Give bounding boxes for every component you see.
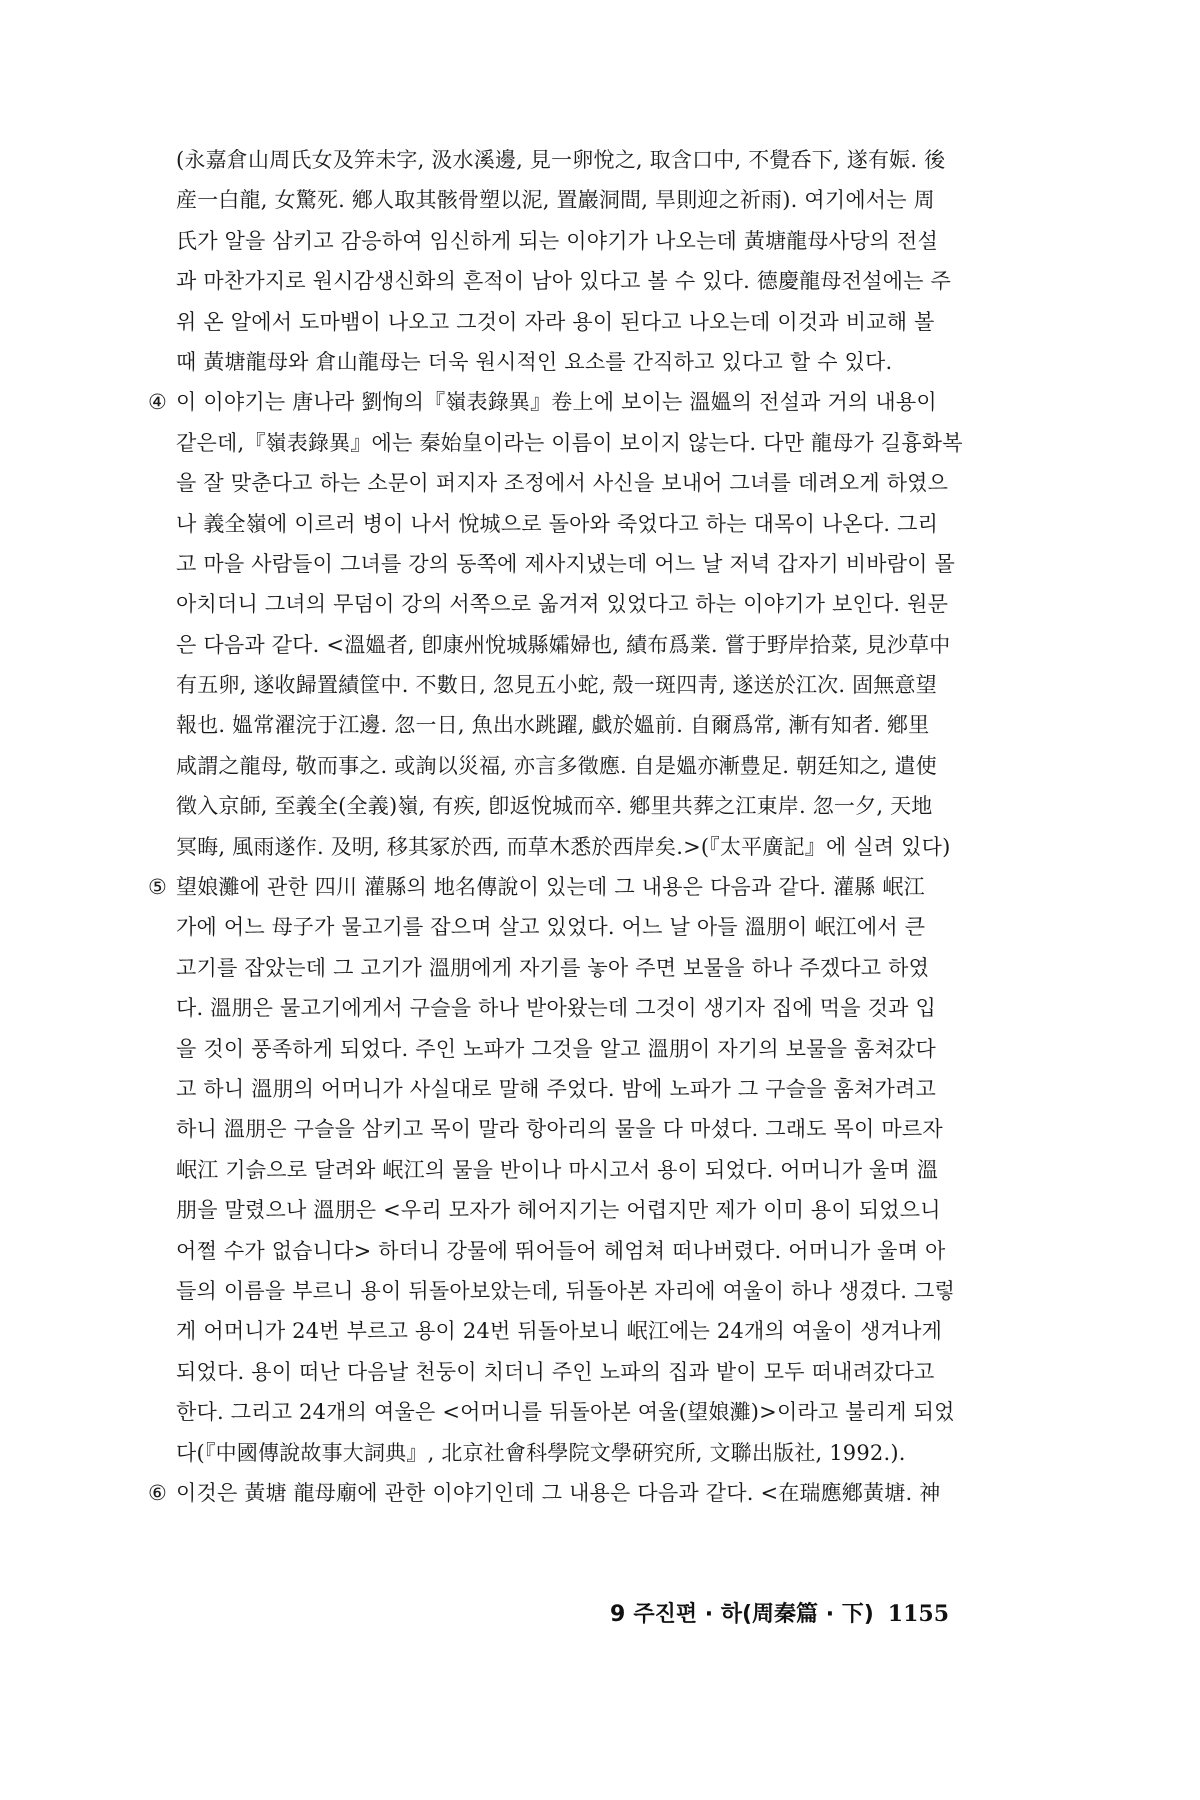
note-6 bbox=[148, 1473, 1048, 1513]
text-line: 다. 溫朋은 물고기에게서 구슬을 하나 받아왔는데 그것이 생기자 집에 먹을 것과 입 bbox=[176, 996, 936, 1021]
text-line: 有五卵, 遂收歸置績筐中. 不數日, 忽見五小蛇, 殼一斑四靑, 遂送於江次. 固無意望 bbox=[176, 673, 937, 698]
page-number: 1155 bbox=[887, 1601, 950, 1627]
note-paragraph-continued bbox=[148, 140, 1048, 382]
text-line: 岷江 기슭으로 달려와 岷江의 물을 반이나 마시고서 용이 되었다. 어머니가 울며 溫 bbox=[176, 1157, 939, 1182]
note-marker: ④ bbox=[148, 390, 168, 415]
text-line: (永嘉倉山周氏女及笄未字, 汲水溪邊, 見一卵悅之, 取含口中, 不覺呑下, 遂有娠. 後 bbox=[176, 148, 946, 172]
text-line: 가에 어느 母子가 물고기를 잡으며 살고 있었다. 어느 날 아들 溫朋이 岷江에서 큰 bbox=[176, 915, 926, 940]
text-line: 徵入京師, 至義全(全義)嶺, 有疾, 卽返悅城而卒. 鄕里共葬之江東岸. 忽一夕, 天地 bbox=[176, 794, 933, 819]
text-line: 고기를 잡았는데 그 고기가 溫朋에게 자기를 놓아 주면 보물을 하나 주겠다고 하였 bbox=[176, 955, 930, 980]
text-line: 朋을 말렸으나 溫朋은 <우리 모자가 헤어지기는 어렵지만 제가 이미 용이 되었으니 bbox=[176, 1198, 941, 1223]
text-line: 나 義全嶺에 이르러 병이 나서 悅城으로 돌아와 죽었다고 하는 대목이 나온다. 그리 bbox=[176, 511, 939, 536]
text-line-content: 이것은 黃塘 龍母廟에 관한 이야기인데 그 내용은 다음과 같다. <在瑞應鄕黃塘. 神 bbox=[176, 1480, 941, 1505]
text-line: 産一白龍, 女驚死. 鄕人取其骸骨塑以泥, 置巖洞間, 旱則迎之祈雨). 여기에서는 周 bbox=[176, 188, 935, 213]
text-line: 고 마을 사람들이 그녀를 강의 동쪽에 제사지냈는데 어느 날 저녁 갑자기 비바람이 몰 bbox=[176, 551, 956, 576]
body-text bbox=[148, 140, 1048, 1513]
text-line: 을 잘 맞춘다고 하는 소문이 퍼지자 조정에서 사신을 보내어 그녀를 데려오게 하였으 bbox=[176, 471, 949, 496]
text-line: 하니 溫朋은 구슬을 삼키고 목이 말라 항아리의 물을 다 마셨다. 그래도 목이 마르자 bbox=[176, 1117, 943, 1142]
text-line: 氏가 알을 삼키고 감응하여 임신하게 되는 이야기가 나오는데 黃塘龍母사당의 전설 bbox=[176, 228, 938, 253]
text-line: 과 마찬가지로 원시감생신화의 흔적이 남아 있다고 볼 수 있다. 德慶龍母전설에는 주 bbox=[176, 269, 952, 294]
text-line: 아치더니 그녀의 무덤이 강의 서쪽으로 옮겨져 있었다고 하는 이야기가 보인다. 원문 bbox=[176, 592, 949, 617]
text-line: 을 것이 풍족하게 되었다. 주인 노파가 그것을 알고 溫朋이 자기의 보물을 훔쳐갔다 bbox=[176, 1036, 936, 1061]
text-line: 들의 이름을 부르니 용이 뒤돌아보았는데, 뒤돌아본 자리에 여울이 하나 생겼다. 그렇 bbox=[176, 1278, 956, 1303]
text-line: 冥晦, 風雨遂作. 及明, 移其冢於西, 而草木悉於西岸矣.>(『太平廣記』에 실려 있다) bbox=[176, 834, 951, 859]
note-4 bbox=[148, 382, 1048, 867]
text-line: 어쩔 수가 없습니다> 하더니 강물에 뛰어들어 헤엄쳐 떠나버렸다. 어머니가 울며 아 bbox=[176, 1238, 946, 1263]
page-footer bbox=[610, 1598, 949, 1631]
text-line: 고 하니 溫朋의 어머니가 사실대로 말해 주었다. 밤에 노파가 그 구슬을 훔쳐가려고 bbox=[176, 1076, 936, 1101]
text-line: 때 黃塘龍母와 倉山龍母는 더욱 원시적인 요소를 간직하고 있다고 할 수 있다. bbox=[176, 349, 893, 374]
text-line bbox=[148, 867, 1048, 907]
text-line: 게 어머니가 24번 부르고 용이 24번 뒤돌아보니 岷江에는 24개의 여울이 생겨나게 bbox=[176, 1319, 943, 1344]
chapter-title: 주진편 · 하(周秦篇 · 下) bbox=[633, 1602, 874, 1627]
text-line-content: 이 이야기는 唐나라 劉恂의『嶺表錄異』卷上에 보이는 溫媼의 전설과 거의 내용이 bbox=[176, 390, 937, 415]
text-line: 위 온 알에서 도마뱀이 나오고 그것이 자라 용이 된다고 나오는데 이것과 비교해 볼 bbox=[176, 309, 935, 334]
note-5 bbox=[148, 867, 1048, 1473]
chapter-number: 9 bbox=[610, 1602, 626, 1627]
text-line: 報也. 媼常濯浣于江邊. 忽一日, 魚出水跳躍, 戱於媼前. 自爾爲常, 漸有知者. 鄕里 bbox=[176, 713, 930, 738]
text-line: 은 다음과 같다. <溫媼者, 卽康州悅城縣孀婦也, 績布爲業. 嘗于野岸拾菜, 見沙草中 bbox=[176, 632, 951, 657]
text-line bbox=[148, 382, 1048, 422]
note-marker: ⑥ bbox=[148, 1480, 168, 1505]
text-line: 한다. 그리고 24개의 여울은 <어머니를 뒤돌아본 여울(望娘灘)>이라고 불리게 되었 bbox=[176, 1400, 955, 1425]
text-line: 咸謂之龍母, 敬而事之. 或詢以災福, 亦言多徵應. 自是媼亦漸豊足. 朝廷知之, 遣使 bbox=[176, 753, 937, 778]
text-line-content: 望娘灘에 관한 四川 灌縣의 地名傳說이 있는데 그 내용은 다음과 같다. 灌縣 岷江 bbox=[176, 875, 925, 900]
text-line: 되었다. 용이 떠난 다음날 천둥이 치더니 주인 노파의 집과 밭이 모두 떠내려갔다고 bbox=[176, 1359, 935, 1384]
text-line bbox=[148, 1473, 1048, 1513]
note-marker: ⑤ bbox=[148, 875, 168, 900]
text-line: 같은데,『嶺表錄異』에는 秦始皇이라는 이름이 보이지 않는다. 다만 龍母가 길흉화복 bbox=[176, 430, 963, 455]
text-line: 다(『中國傳說故事大詞典』, 北京社會科學院文學硏究所, 文聯出版社, 1992.). bbox=[176, 1440, 906, 1465]
